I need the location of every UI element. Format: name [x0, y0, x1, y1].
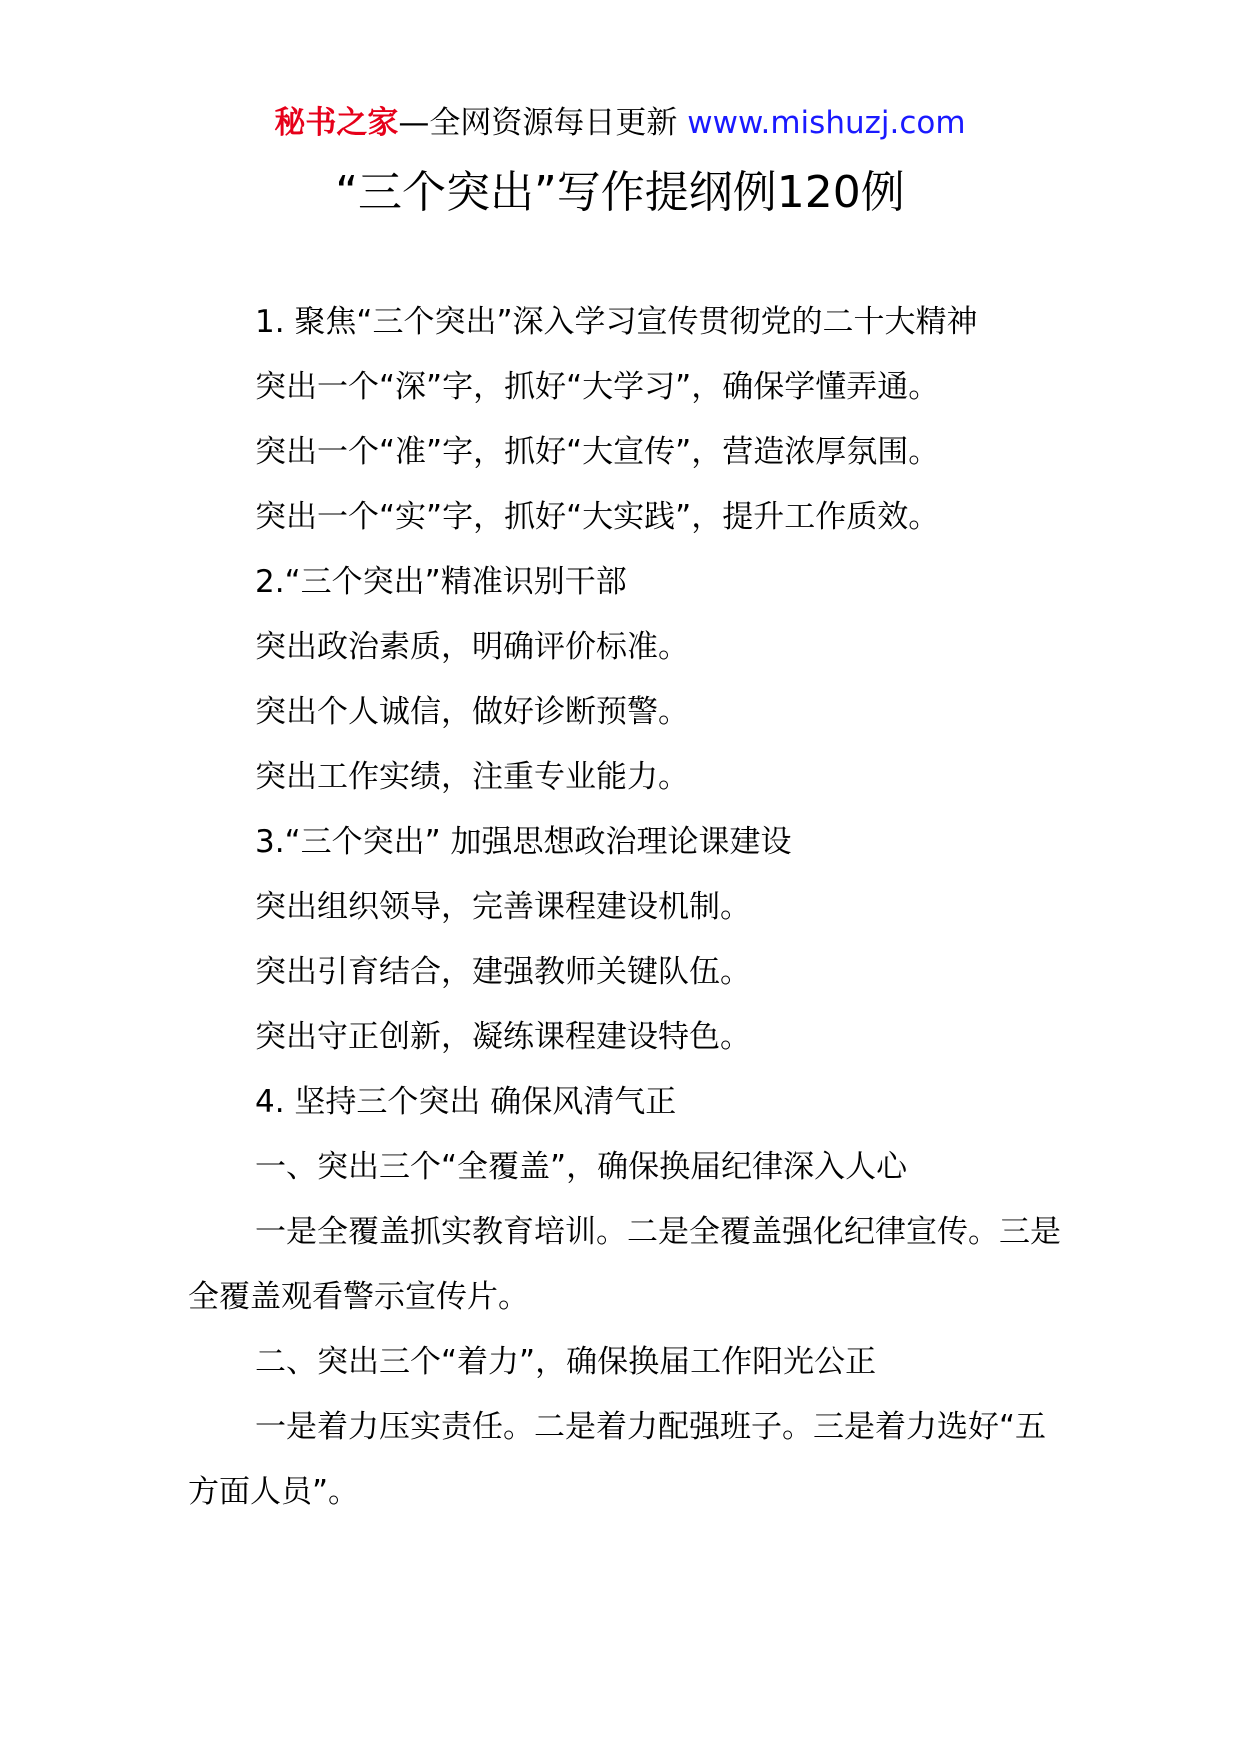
paragraph: 突出政治素质，明确评价标准。 [255, 629, 689, 665]
header-slogan: —全网资源每日更新 [398, 105, 678, 141]
document-body [188, 290, 1088, 1525]
paragraph: 突出一个“深”字，抓好“大学习”，确保学懂弄通。 [255, 369, 940, 405]
paragraph: 突出守正创新，凝练课程建设特色。 [255, 1019, 751, 1055]
paragraph: 突出引育结合，建强教师关键队伍。 [255, 954, 751, 990]
paragraph: 2.“三个突出”精准识别干部 [255, 564, 627, 600]
paragraph: 突出组织领导，完善课程建设机制。 [255, 889, 751, 925]
site-header [0, 100, 1240, 146]
paragraph: 4. 坚持三个突出 确保风清气正 [255, 1084, 677, 1120]
paragraph: 1. 聚焦“三个突出”深入学习宣传贯彻党的二十大精神 [255, 304, 978, 340]
site-link[interactable]: www.mishuzj.com [687, 105, 966, 141]
paragraph: 二、突出三个“着力”，确保换届工作阳光公正 [255, 1344, 877, 1380]
paragraph: 一是全覆盖抓实教育培训。二是全覆盖强化纪律宣传。三是全覆盖观看警示宣传片。 [188, 1214, 1061, 1315]
paragraph: 3.“三个突出” 加强思想政治理论课建设 [255, 824, 792, 860]
brand-name: 秘书之家 [274, 105, 399, 141]
paragraph: 突出一个“实”字，抓好“大实践”，提升工作质效。 [255, 499, 940, 535]
paragraph: 一、突出三个“全覆盖”，确保换届纪律深入人心 [255, 1149, 908, 1185]
paragraph: 突出一个“准”字，抓好“大宣传”，营造浓厚氛围。 [255, 434, 940, 470]
paragraph: 一是着力压实责任。二是着力配强班子。三是着力选好“五方面人员”。 [188, 1409, 1047, 1510]
paragraph: 突出个人诚信，做好诊断预警。 [255, 694, 689, 730]
paragraph: 突出工作实绩，注重专业能力。 [255, 759, 689, 795]
document-title: “三个突出”写作提纲例120例 [335, 167, 905, 218]
